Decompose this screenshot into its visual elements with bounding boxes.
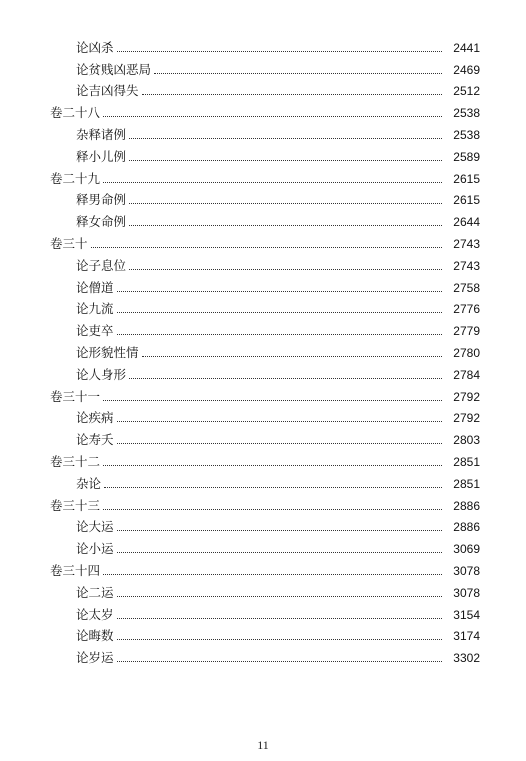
toc-entry-title: 论吏卒: [76, 323, 114, 339]
toc-entry-page-number: 3302: [453, 651, 480, 666]
toc-entry-page-number: 2792: [453, 411, 480, 426]
dot-leader: [117, 290, 442, 292]
toc-entry-page-number: 2589: [453, 149, 480, 164]
toc-entry-title: 卷三十四: [50, 562, 101, 578]
toc-chapter-row: [0, 448, 526, 470]
toc-entry-page-number: 2758: [453, 280, 480, 295]
dot-leader: [117, 50, 442, 52]
toc-entry-title: 论僧道: [76, 279, 114, 295]
toc-entry-title: 释男命例: [76, 192, 127, 208]
toc-entry-page-number: 3069: [453, 542, 480, 557]
toc-entry-title: 卷三十: [50, 235, 88, 251]
toc-chapter-row: [0, 383, 526, 405]
dot-leader: [117, 333, 442, 335]
dot-leader: [129, 202, 442, 204]
dot-leader: [154, 72, 442, 74]
toc-section-row: [0, 361, 526, 383]
dot-leader: [129, 159, 442, 161]
toc-entry-title: 论人身形: [76, 366, 127, 382]
toc-chapter-row: [0, 99, 526, 121]
dot-leader: [117, 311, 442, 313]
toc-entry-page-number: 2538: [453, 106, 480, 121]
dot-leader: [103, 508, 442, 510]
toc-entry-title: 杂释诸例: [76, 126, 127, 142]
toc-entry-page-number: 2886: [453, 520, 480, 535]
toc-entry-page-number: 3154: [453, 607, 480, 622]
toc-entry-page-number: 2644: [453, 215, 480, 230]
toc-entry-page-number: 2743: [453, 258, 480, 273]
dot-leader: [103, 181, 442, 183]
page-number: 11: [257, 738, 269, 752]
dot-leader: [142, 93, 442, 95]
toc-entry-page-number: 2792: [453, 389, 480, 404]
dot-leader: [117, 595, 442, 597]
toc-entry-page-number: 2743: [453, 236, 480, 251]
toc-section-row: [0, 514, 526, 536]
toc-entry-title: 论形貌性情: [76, 344, 139, 360]
toc-entry-title: 卷三十一: [50, 388, 101, 404]
toc-section-row: [0, 644, 526, 666]
toc-entry-page-number: 3174: [453, 629, 480, 644]
toc-entry-title: 释小儿例: [76, 148, 127, 164]
toc-section-row: [0, 274, 526, 296]
dot-leader: [129, 268, 442, 270]
toc-entry-page-number: 2441: [453, 40, 480, 55]
toc-section-row: [0, 470, 526, 492]
toc-entry-page-number: 2615: [453, 193, 480, 208]
toc-chapter-row: [0, 492, 526, 514]
toc-entry-title: 卷二十八: [50, 105, 101, 121]
dot-leader: [129, 224, 442, 226]
toc-section-row: [0, 78, 526, 100]
dot-leader: [103, 464, 442, 466]
toc-section-row: [0, 339, 526, 361]
toc-entry-page-number: 2538: [453, 127, 480, 142]
dot-leader: [117, 529, 442, 531]
toc-entry-page-number: 2886: [453, 498, 480, 513]
toc-section-row: [0, 187, 526, 209]
toc-section-row: [0, 252, 526, 274]
toc-section-row: [0, 535, 526, 557]
toc-entry-page-number: 2803: [453, 433, 480, 448]
toc-section-row: [0, 579, 526, 601]
toc-entry-page-number: 3078: [453, 585, 480, 600]
dot-leader: [91, 246, 442, 248]
toc-section-row: [0, 601, 526, 623]
toc-entry-title: 论子息位: [76, 257, 127, 273]
toc-entry-page-number: 2779: [453, 324, 480, 339]
dot-leader: [142, 355, 442, 357]
toc-section-row: [0, 296, 526, 318]
toc-section-row: [0, 426, 526, 448]
toc-entry-title: 论小运: [76, 541, 114, 557]
toc-entry-title: 论九流: [76, 301, 114, 317]
dot-leader: [104, 486, 442, 488]
toc-entry-title: 释女命例: [76, 214, 127, 230]
dot-leader: [117, 617, 442, 619]
toc-section-row: [0, 623, 526, 645]
toc-entry-title: 论大运: [76, 519, 114, 535]
toc-entry-title: 论晦数: [76, 628, 114, 644]
dot-leader: [117, 638, 442, 640]
toc-section-row: [0, 121, 526, 143]
table-of-contents: [0, 34, 526, 666]
toc-chapter-row: [0, 230, 526, 252]
toc-entry-title: 论贫贱凶恶局: [76, 61, 152, 77]
toc-entry-title: 论凶杀: [76, 39, 114, 55]
toc-chapter-row: [0, 165, 526, 187]
toc-entry-title: 论太岁: [76, 606, 114, 622]
toc-entry-title: 杂论: [76, 475, 102, 491]
dot-leader: [103, 573, 442, 575]
dot-leader: [103, 399, 442, 401]
toc-entry-title: 论疾病: [76, 410, 114, 426]
dot-leader: [117, 420, 442, 422]
toc-entry-title: 卷三十二: [50, 453, 101, 469]
toc-entry-page-number: 2780: [453, 345, 480, 360]
dot-leader: [103, 115, 442, 117]
toc-entry-title: 卷二十九: [50, 170, 101, 186]
toc-section-row: [0, 143, 526, 165]
toc-entry-title: 论岁运: [76, 650, 114, 666]
toc-chapter-row: [0, 557, 526, 579]
dot-leader: [117, 442, 442, 444]
toc-entry-page-number: 2776: [453, 302, 480, 317]
toc-entry-title: 论寿夭: [76, 432, 114, 448]
toc-entry-page-number: 2469: [453, 62, 480, 77]
toc-section-row: [0, 208, 526, 230]
toc-entry-title: 论吉凶得失: [76, 83, 139, 99]
dot-leader: [129, 377, 442, 379]
toc-entry-page-number: 2512: [453, 84, 480, 99]
toc-section-row: [0, 405, 526, 427]
toc-entry-page-number: 3078: [453, 563, 480, 578]
toc-section-row: [0, 34, 526, 56]
toc-entry-page-number: 2615: [453, 171, 480, 186]
toc-section-row: [0, 317, 526, 339]
toc-entry-page-number: 2784: [453, 367, 480, 382]
toc-entry-title: 卷三十三: [50, 497, 101, 513]
dot-leader: [117, 551, 442, 553]
dot-leader: [117, 660, 442, 662]
toc-section-row: [0, 56, 526, 78]
dot-leader: [129, 137, 442, 139]
toc-entry-page-number: 2851: [453, 454, 480, 469]
toc-entry-title: 论二运: [76, 584, 114, 600]
toc-entry-page-number: 2851: [453, 476, 480, 491]
